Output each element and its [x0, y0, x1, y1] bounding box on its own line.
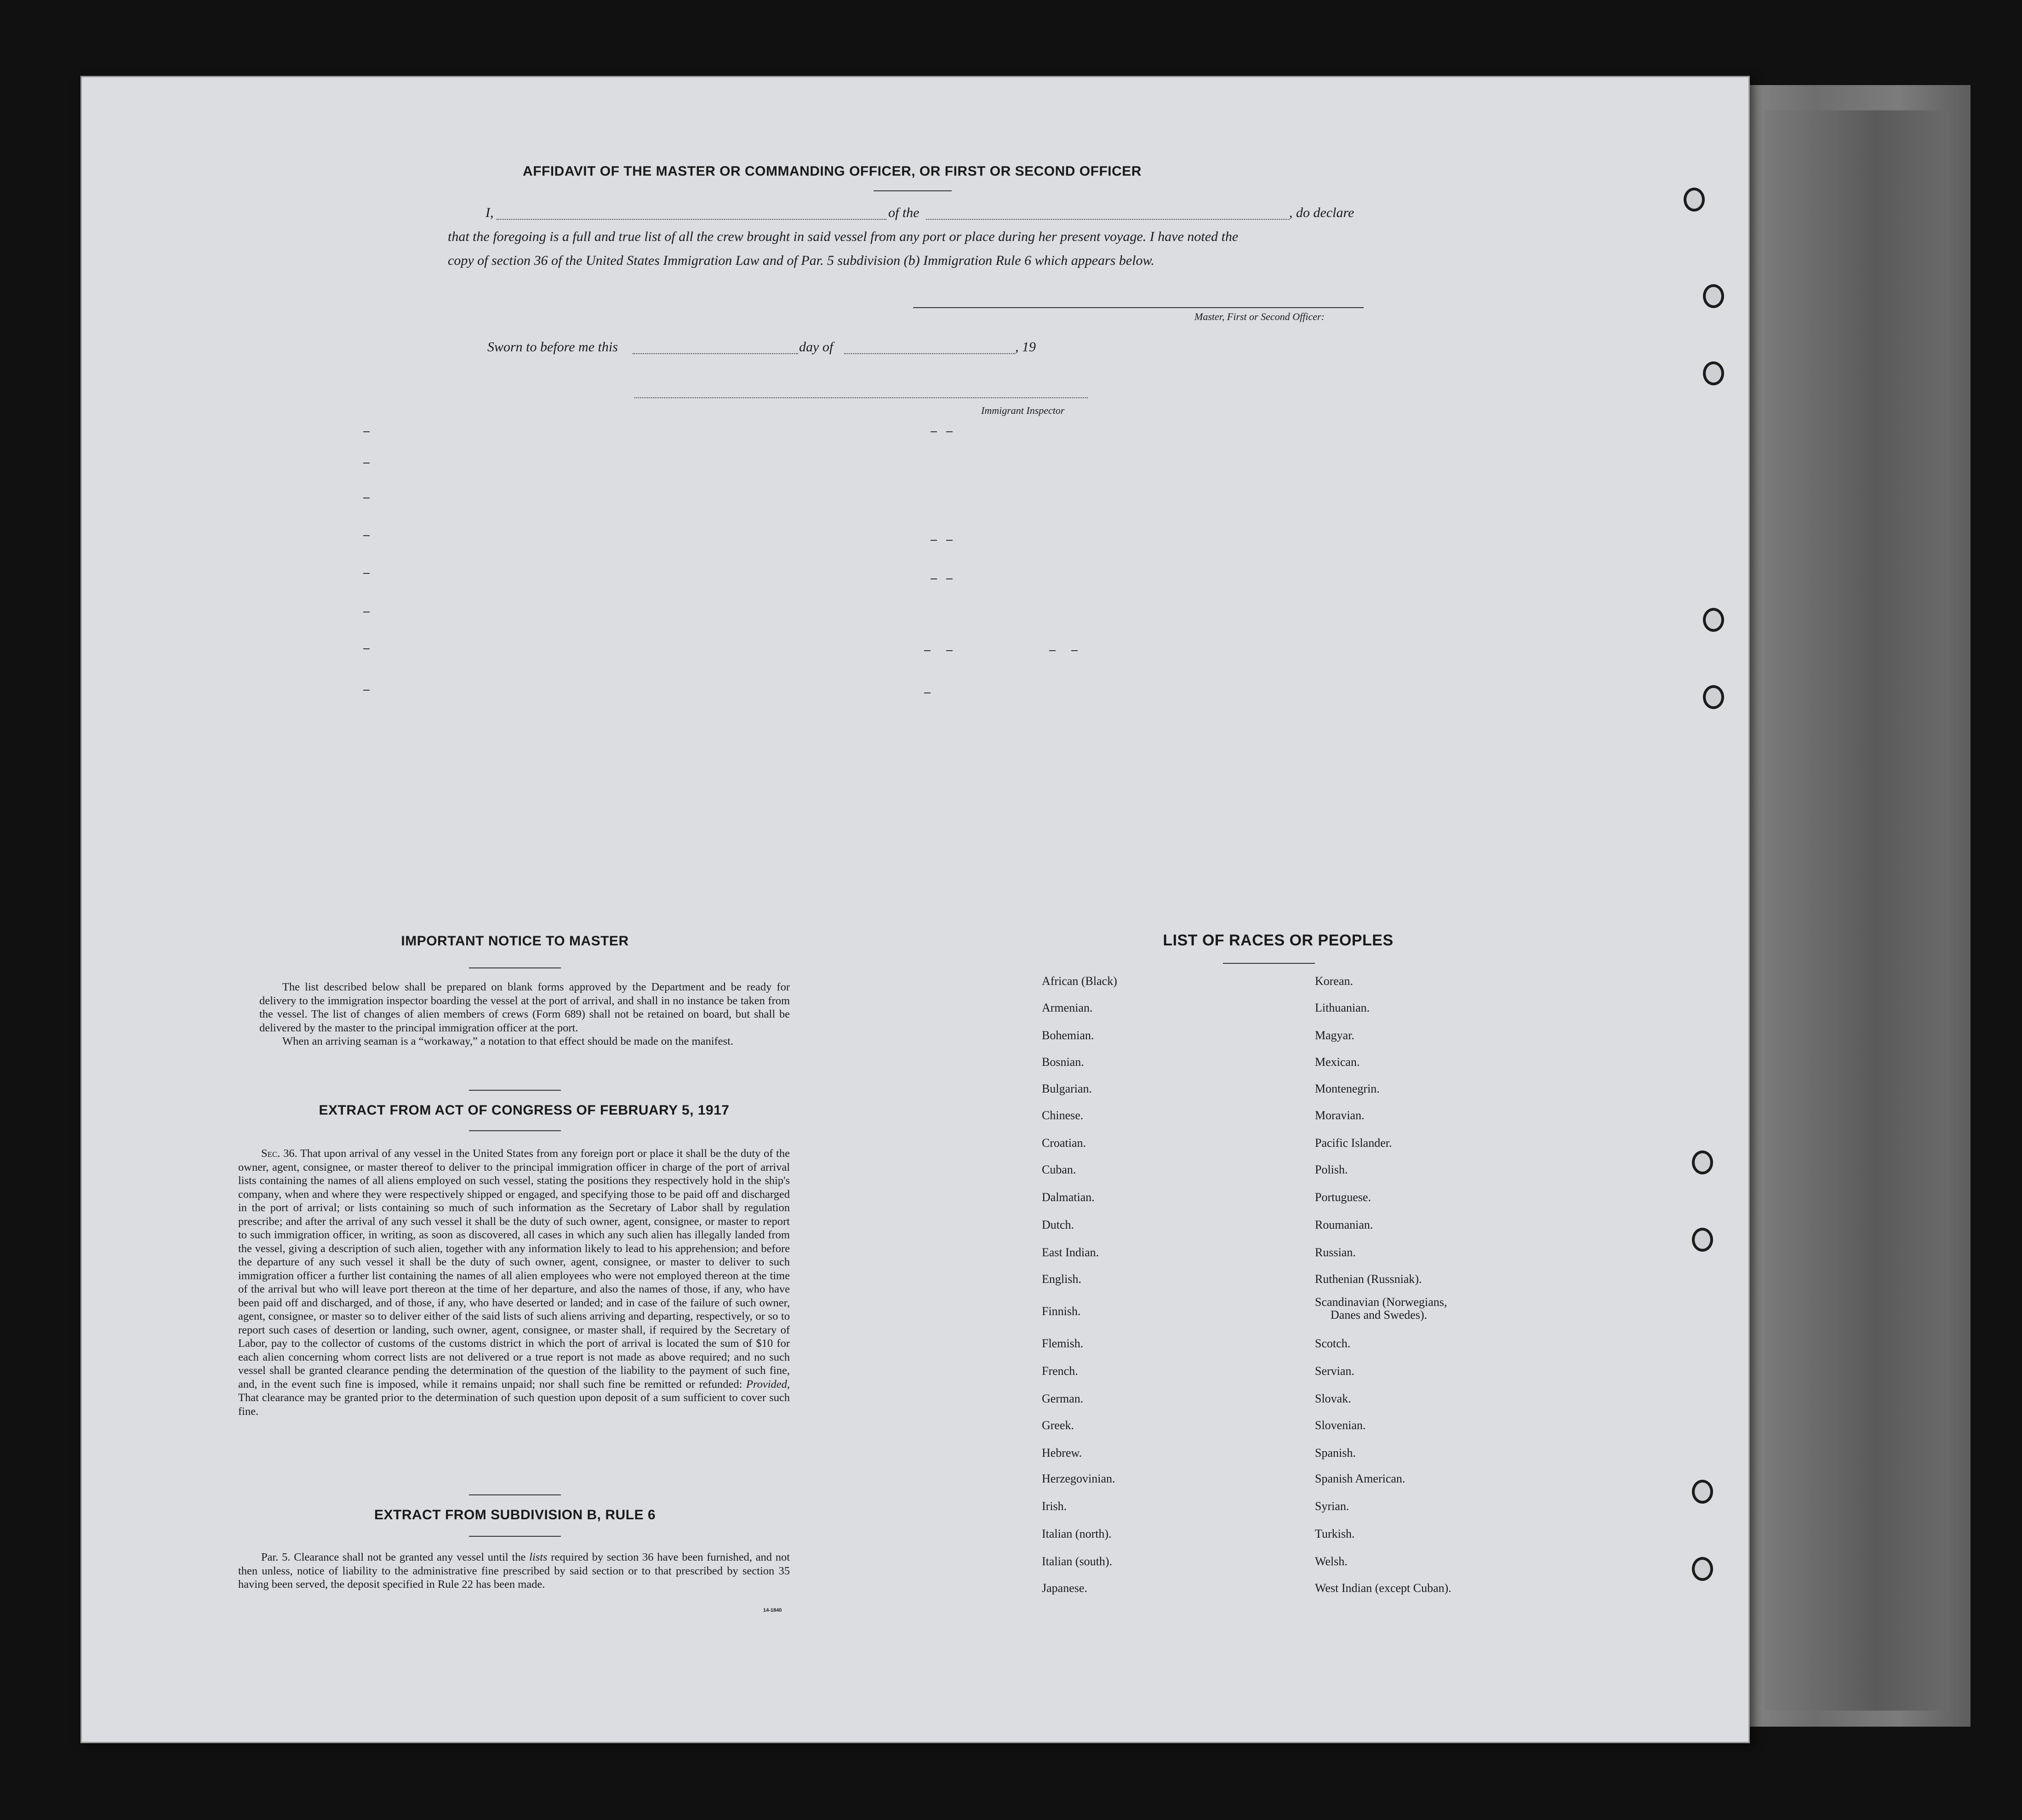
race-left-item: Bohemian.	[1042, 1029, 1094, 1042]
race-left-item: French.	[1042, 1364, 1078, 1378]
act-title: EXTRACT FROM ACT OF CONGRESS OF FEBRUARY 5, 1917	[319, 1103, 730, 1118]
race-right-item: Turkish.	[1315, 1527, 1355, 1540]
race-right-item: Spanish American.	[1315, 1472, 1405, 1485]
race-right-item: Pacific Islander.	[1315, 1136, 1392, 1150]
race-left-item: Dalmatian.	[1042, 1190, 1095, 1204]
vessel-blank	[926, 219, 1289, 220]
sworn-month-blank	[844, 353, 1015, 354]
affidavit-title-rule	[874, 190, 952, 191]
form-code: 14-1840	[763, 1608, 782, 1613]
binder-hole	[1692, 1228, 1713, 1252]
race-left-item: Greek.	[1042, 1419, 1074, 1432]
rule6-body	[238, 1551, 790, 1591]
affidavit-line3: copy of section 36 of the United States Immigration Law and of Par. 5 subdivision (b) Immigration Rule 6 which appears below.	[448, 253, 1154, 268]
sworn-dayof: day of	[799, 339, 834, 355]
affidavit-declare: , do declare	[1289, 205, 1354, 220]
act-title-rule-below	[469, 1130, 561, 1131]
race-left-item: Italian (north).	[1042, 1527, 1112, 1540]
race-left-item: English.	[1042, 1272, 1081, 1286]
act-tail: That clearance may be granted prior to the determination of such question upon deposit of a sum sufficient to cover such fine.	[238, 1391, 790, 1418]
race-left-item: Bulgarian.	[1042, 1082, 1092, 1095]
master-caption: Master, First or Second Officer:	[1194, 311, 1325, 322]
binder-hole	[1703, 608, 1724, 632]
act-title-rule	[469, 1090, 561, 1091]
race-right-item: Korean.	[1315, 974, 1354, 988]
race-left-item: East Indian.	[1042, 1246, 1099, 1259]
column-dash	[931, 578, 937, 579]
race-right-item: Mexican.	[1315, 1055, 1360, 1069]
race-right-item: Scandinavian (Norwegians,	[1315, 1295, 1447, 1309]
act-body	[238, 1147, 790, 1418]
race-left-item: Dutch.	[1042, 1218, 1074, 1231]
binder-hole	[1703, 284, 1724, 308]
race-left-item: Bosnian.	[1042, 1055, 1084, 1069]
notice-paragraph-1: The list described below shall be prepared on blank forms approved by the Department and be ready for delivery to the immigration inspector boarding the vessel at the port of arrival, and shall in no instance be taken from the vessel. The list of changes of alien members of crews (Form 689) shall not be retained on board, but shall be delivered by the master to the principal immigration officer at the port.	[259, 981, 790, 1034]
race-right-item: Scotch.	[1315, 1337, 1351, 1350]
rule6-pre: Par. 5. Clearance shall not be granted any vessel until the	[261, 1551, 526, 1563]
race-right-item: Russian.	[1315, 1246, 1356, 1259]
column-dash	[946, 431, 953, 432]
race-left-item: Japanese.	[1042, 1581, 1087, 1595]
races-title-rule	[1223, 963, 1315, 964]
act-section-text: That upon arrival of any vessel in the United States from any foreign port or place it shall be the duty of the owner, agent, consignee, or master thereof to deliver to the principal immigration officer in charge of the port of arrival lists containing the names of all aliens employed on such vessel, stating the positions they respectively hold in the ship's company, when and where they were respectively shipped or engaged, and specifying those to be paid off and discharged in the port of arrival; or lists containing so much of such information as the Secretary of Labor shall by regulation prescribe; and after the arrival of any such vessel it shall be the duty of such owner, agent, consignee, or master to report to such immigration officer, in writing, as soon as discovered, all cases in which any such alien has illegally landed from the vessel, giving a description of such alien, together with any information likely to lead to his apprehension; and before the departure of any such vessel it shall be the duty of such owner, agent, consignee, or master to deliver to such immigration officer a further list containing the names of all alien employees who were not employed thereon at the time of the arrival but who will leave port thereon at the time of her departure, and also the names of those, if any, who have been paid off and discharged, and of those, if any, who have deserted or landed; and in case of the failure of such owner, agent, consignee, or master so to deliver either of the said lists of such aliens arriving and departing, respectively, or so to report such cases of desertion or landing, such owner, agent, consignee, or master shall, if required by the Secretary of Labor, pay to the collector of customs of the customs district in which the port of arrival is located the sum of $10 for each alien concerning whom correct lists are not delivered or a true report is not made as above required; and no such vessel shall be granted clearance pending the determination of the question of the liability to the payment of such fine, and, in the event such fine is imposed, while it remains unpaid; nor shall such fine be remitted or refunded:	[238, 1147, 790, 1391]
column-dash	[363, 648, 370, 649]
race-left-item: German.	[1042, 1392, 1084, 1405]
name-blank	[497, 219, 886, 220]
race-right-item: Slovak.	[1315, 1392, 1351, 1405]
affidavit-line2: that the foregoing is a full and true list of all the crew brought in said vessel from any port or place during her present voyage. I have noted the	[448, 229, 1239, 244]
race-left-item: Hebrew.	[1042, 1446, 1082, 1459]
inspector-caption: Immigrant Inspector	[981, 405, 1065, 416]
binder-hole	[1692, 1557, 1713, 1581]
affidavit-title: AFFIDAVIT OF THE MASTER OR COMMANDING OFFICER, OR FIRST OR SECOND OFFICER	[523, 164, 1142, 179]
column-dash	[363, 463, 370, 464]
binder-hole	[1703, 685, 1724, 709]
notice-paragraph-2: When an arriving seaman is a “workaway,” a notation to that effect should be made on the manifest.	[282, 1035, 734, 1047]
race-right-item: Slovenian.	[1315, 1419, 1366, 1432]
column-dash	[363, 535, 370, 536]
race-right-item: Montenegrin.	[1315, 1082, 1380, 1095]
rule6-post: required by section 36 have been furnished, and not then unless, notice of liability to the administrative fine prescribed by said section or to that prescribed by section 35 having been served, the deposit specified in Rule 22 has been made.	[238, 1551, 790, 1591]
rule6-lists: lists	[529, 1551, 548, 1563]
affidavit-of-the: of the	[888, 205, 920, 220]
master-signature-line	[913, 307, 1364, 308]
binder-hole	[1684, 188, 1705, 212]
race-left-item: Cuban.	[1042, 1163, 1076, 1176]
affidavit-i: I,	[486, 205, 494, 220]
sworn-prefix: Sworn to before me this	[487, 339, 618, 355]
column-dash	[946, 540, 953, 541]
race-right-item: Lithuanian.	[1315, 1001, 1370, 1014]
notice-body	[259, 980, 790, 1048]
race-right-item: Servian.	[1315, 1364, 1354, 1378]
rule6-title-rule-below	[469, 1536, 561, 1537]
column-dash	[946, 650, 953, 651]
act-provided: Provided,	[746, 1378, 790, 1391]
race-right-item: Syrian.	[1315, 1499, 1349, 1513]
binder-hole	[1703, 361, 1724, 385]
rule6-title: EXTRACT FROM SUBDIVISION B, RULE 6	[374, 1507, 656, 1522]
race-right-item: Spanish.	[1315, 1446, 1356, 1459]
sworn-day-blank	[633, 353, 798, 354]
column-dash	[924, 650, 931, 651]
document-sheet	[80, 76, 1750, 1743]
race-right-item: Magyar.	[1315, 1029, 1354, 1042]
race-left-item: African (Black)	[1042, 974, 1117, 988]
race-left-item: Croatian.	[1042, 1136, 1086, 1150]
race-left-item: Flemish.	[1042, 1337, 1084, 1350]
column-dash	[946, 578, 953, 579]
race-left-item: Finnish.	[1042, 1305, 1081, 1318]
race-right-item: Portuguese.	[1315, 1190, 1371, 1204]
race-right-item: Polish.	[1315, 1163, 1348, 1176]
race-left-item: Chinese.	[1042, 1109, 1084, 1122]
rule6-title-rule	[469, 1494, 561, 1495]
binder-hole	[1692, 1480, 1713, 1504]
notice-title: IMPORTANT NOTICE TO MASTER	[401, 933, 629, 949]
race-left-item: Herzegovinian.	[1042, 1472, 1115, 1485]
race-left-item: Irish.	[1042, 1499, 1067, 1513]
column-dash	[1049, 650, 1056, 651]
sworn-year: , 19	[1015, 339, 1036, 355]
race-left-item: Armenian.	[1042, 1001, 1093, 1014]
race-right-item: West Indian (except Cuban).	[1315, 1581, 1451, 1595]
races-title: LIST OF RACES OR PEOPLES	[1163, 932, 1394, 949]
column-dash	[931, 540, 937, 541]
column-dash	[363, 690, 370, 691]
race-right-item: Moravian.	[1315, 1109, 1365, 1122]
inspector-signature-line	[634, 397, 1088, 398]
column-dash	[1071, 650, 1078, 651]
race-right-item: Roumanian.	[1315, 1218, 1373, 1231]
notice-title-rule	[469, 967, 561, 968]
column-dash	[363, 573, 370, 574]
race-item-continuation: Danes and Swedes).	[1331, 1308, 1428, 1322]
backing-sheet-shadow	[1765, 110, 1949, 1711]
race-left-item: Italian (south).	[1042, 1555, 1113, 1568]
race-right-item: Welsh.	[1315, 1555, 1348, 1568]
act-section-label: Sec. 36.	[261, 1147, 297, 1160]
column-dash	[931, 431, 937, 432]
column-dash	[363, 431, 370, 432]
binder-hole	[1692, 1150, 1713, 1174]
race-right-item: Ruthenian (Russniak).	[1315, 1272, 1422, 1286]
